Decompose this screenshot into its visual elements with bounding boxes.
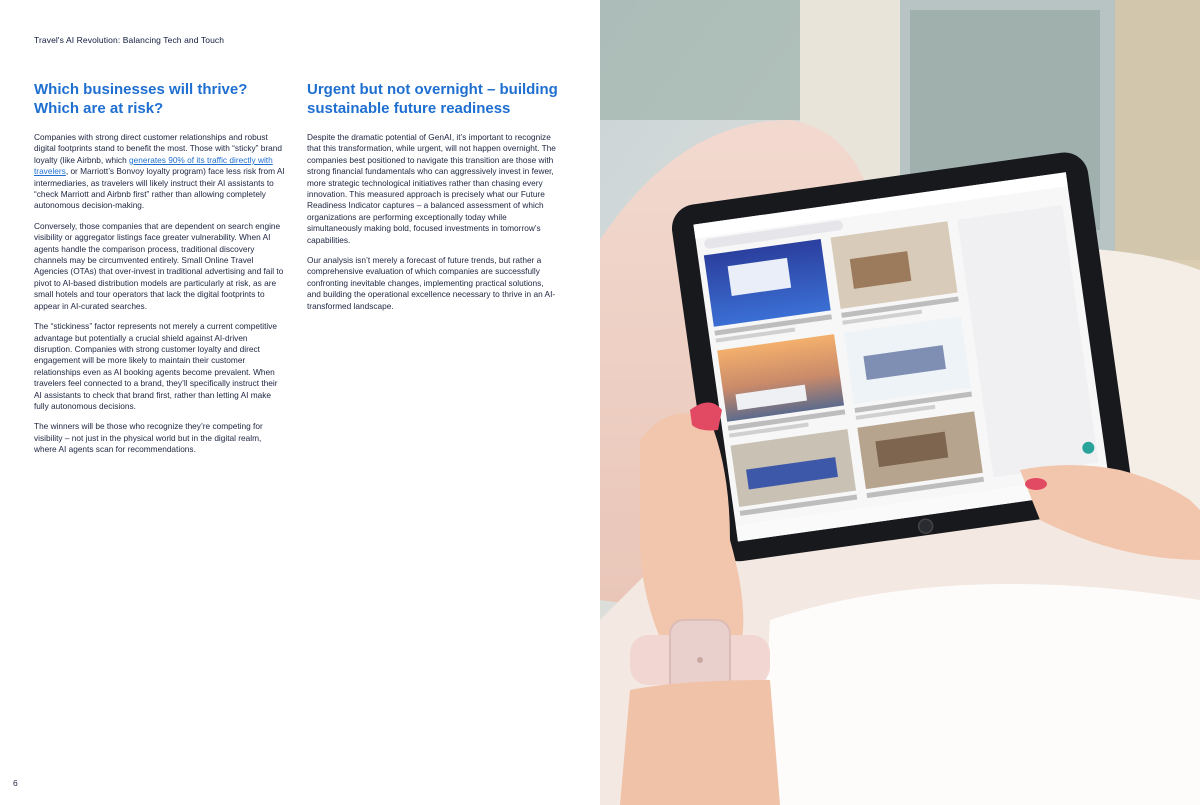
heading-line: sustainable future readiness: [307, 100, 511, 117]
heading-line: Which are at risk?: [34, 100, 164, 117]
paragraph: Our analysis isn’t merely a forecast of future trends, but rather a comprehensive evaluation of which companies are successfully confronting inevitable changes, implementing practical solutions, and building the operational excellence necessary to thrive in an AI-transformed landscape.: [307, 255, 556, 311]
airbnb-traffic-link[interactable]: generates 90% of its traffic directly with travelers: [34, 154, 273, 177]
page-number-right: 7: [1180, 778, 1185, 788]
paragraph: Conversely, those companies that are dependent on search engine visibility or aggregator listings face greater vulnerability. When AI agents handle the comparison process, traditional discovery channels may be circumvented entirely. Small Online Travel Agencies (OTAs) that over-invest in traditional advertising and fail to pivot to AI-based distribution models are particularly at risk, as are small hotels and tour operators that lack the digital footprints to appear in AI-curated searches.: [34, 220, 284, 311]
photo-illustration: [600, 0, 1200, 805]
heading-line: Which businesses will thrive?: [34, 81, 248, 98]
right-column: [307, 80, 559, 321]
paragraph-text: , or Marriott’s Bonvoy loyalty program) face less risk from AI intermediaries, as travelers will likely instruct their AI assistants to “check Marriott and Airbnb first” rather than allowing completely autonomous decision-making.: [34, 166, 285, 211]
page-number-left: 6: [13, 778, 18, 788]
paragraph: Despite the dramatic potential of GenAI, it’s important to recognize that this transformation, while urgent, will not happen overnight. The companies best positioned to navigate this transition are those with strong financial fundamentals who can aggressively invest in fewer, more strategic technological initiatives rather than chasing every innovation. This measured approach is precisely what our Future Readiness Indicator captures – a balanced assessment of which organizations are performing exceptionally today while simultaneously making bold, focused investments in tomorrow’s capabilities.: [307, 132, 556, 245]
paragraph: The “stickiness” factor represents not merely a current competitive advantage but potentially a crucial shield against AI-driven disruption. Companies with strong customer loyalty and direct engagement will be more likely to maintain their customer relationships even as AI booking agents become prevalent. When travelers feel connected to a brand, they’ll specifically instruct their AI assistants to check that brand first, rather than letting AI make fully autonomous decisions.: [34, 321, 278, 411]
section-heading-thrive: [34, 80, 286, 118]
section-heading-readiness: [307, 80, 559, 118]
paragraph: [34, 132, 286, 212]
running-header: Travel's AI Revolution: Balancing Tech and Touch: [34, 35, 225, 45]
paragraph: The winners will be those who recognize they’re competing for visibility – not just in the physical world but in the digital realm, where AI agents scan for recommendations.: [34, 421, 263, 455]
tablet-photo: [600, 0, 1200, 805]
paragraph-text: Companies with strong direct customer relationships and robust digital footprints stand to benefit the most. Those with “sticky” brand loyalty (like Airbnb, which: [34, 132, 282, 165]
left-column: [34, 80, 286, 465]
heading-line: Urgent but not overnight – building: [307, 81, 558, 98]
